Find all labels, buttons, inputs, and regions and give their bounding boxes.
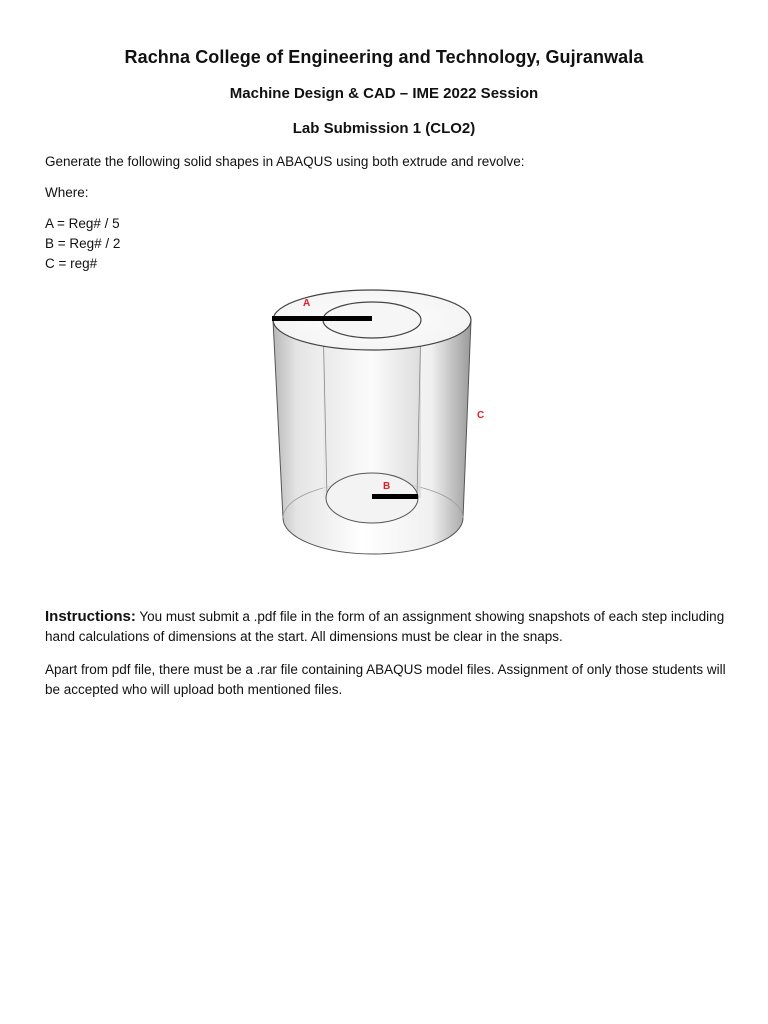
course-title: Machine Design & CAD – IME 2022 Session [229,85,539,102]
formula-c: C = reg# [45,256,98,271]
formula-list [45,214,735,274]
instructions-lead: Instructions: [45,608,136,625]
label-b: B [383,481,391,492]
hollow-cylinder-figure [255,283,510,563]
intro-text: Generate the following solid shapes in ABAQUS using both extrude and revolve: [45,154,525,169]
label-a: A [303,298,311,309]
instructions-paragraph [45,607,735,647]
formula-a: A = Reg# / 5 [45,216,120,231]
submission-title: Lab Submission 1 (CLO2) [292,120,476,137]
dimension-bar-b [372,494,418,499]
dimension-bar-a [272,316,372,321]
hollow-cylinder-icon [255,283,510,563]
label-c: C [477,410,485,421]
formula-b: B = Reg# / 2 [45,236,121,251]
college-title: Rachna College of Engineering and Technology, Gujranwala [124,47,644,67]
where-label: Where: [45,185,89,200]
instructions-text: You must submit a .pdf file in the form of an assignment showing snapshots of each step including hand calculations of dimensions at the start. All dimensions must be clear in the snaps. [45,609,725,644]
rar-requirement-text: Apart from pdf file, there must be a .rar file containing ABAQUS model files. Assignment of only those students will be accepted who will upload both mentioned files. [45,662,726,697]
